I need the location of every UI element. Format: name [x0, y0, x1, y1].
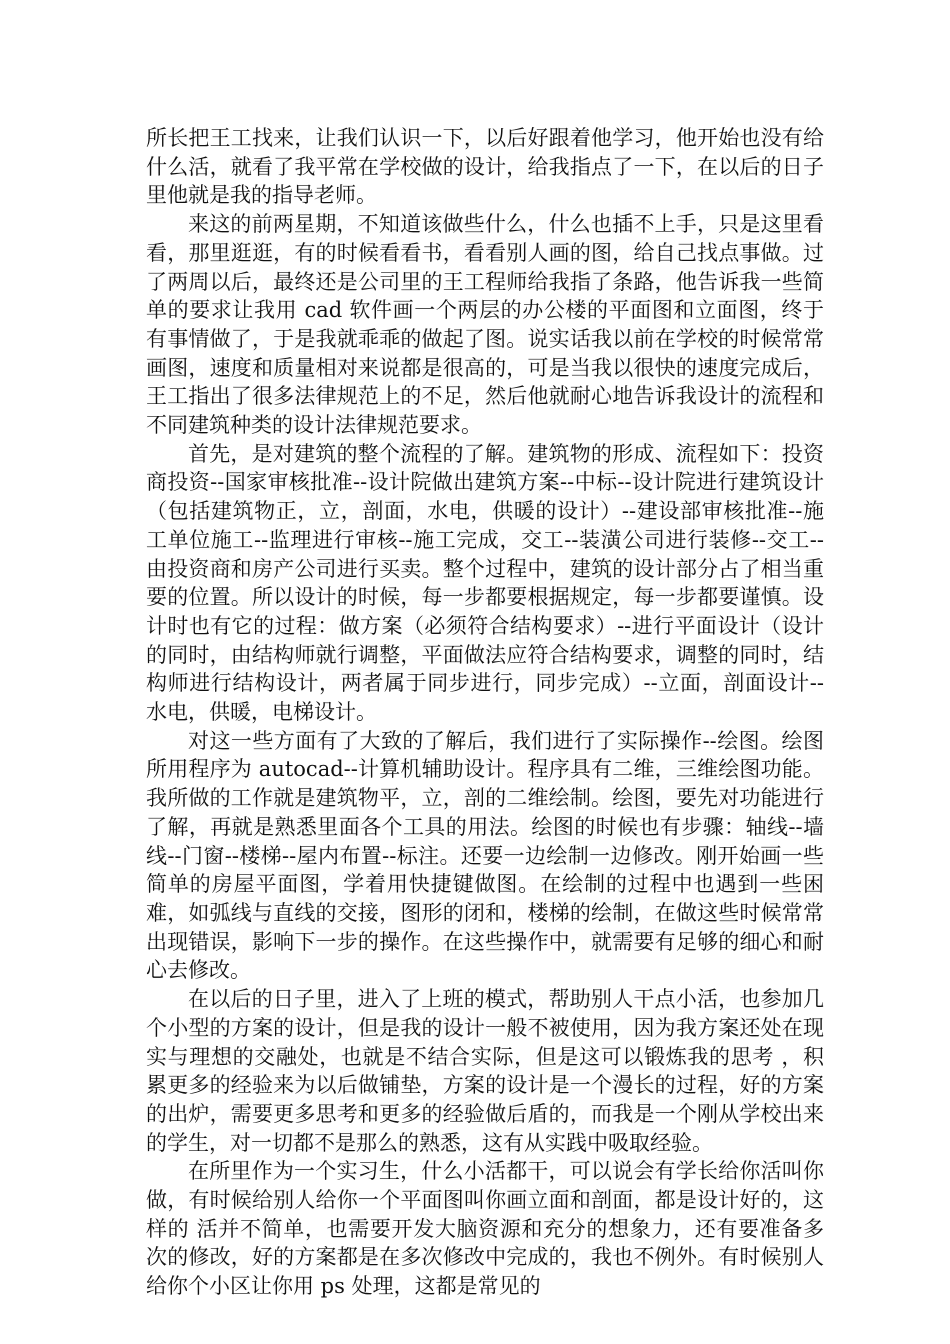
paragraph-5: 在以后的日子里，进入了上班的模式，帮助别人干点小活，也参加几个小型的方案的设计，但是我的设计一般不被使用，因为我方案还处在现实与理想的交融处，也就是不结合实际，但是这可以锻炼我的思考 ，积累更多的经验来为以后做铺垫，方案的设计是一个漫长的过程，好的方案的出炉，需要更多思考和更多的经验做后盾的，而我是一个刚从学校出来的学生，对一切都不是那么的熟悉，这有从实践中吸取经验。 [146, 987, 824, 1155]
paragraph-2: 来这的前两星期，不知道该做些什么，什么也插不上手，只是这里看看，那里逛逛，有的时候看看书，看看别人画的图，给自己找点事做。过了两周以后，最终还是公司里的王工程师给我指了条路，他告诉我一些简单的要求让我用 cad 软件画一个两层的办公楼的平面图和立面图，终于有事情做了，于是我就乖乖的做起了图。说实话我以前在学校的时候常常画图，速度和质量相对来说都是很高的，可是当我以很快的速度完成后，王工指出了很多法律规范上的不足，然后他就耐心地告诉我设计的流程和不同建筑种类的设计法律规范要求。 [146, 212, 824, 438]
paragraph-6: 在所里作为一个实习生，什么小活都干，可以说会有学长给你活叫你做，有时候给别人给你一个平面图叫你画立面和剖面，都是设计好的，这样的 活并不简单，也需要开发大脑资源和充分的想象力，还有要准备多次的修改，好的方案都是在多次修改中完成的，我也不例外。有时候别人给你个小区让你用 ps 处理，这都是常见的 [146, 1159, 824, 1299]
document-body [146, 124, 824, 1301]
paragraph-1: 所长把王工找来，让我们认识一下，以后好跟着他学习，他开始也没有给什么活，就看了我平常在学校做的设计，给我指点了一下，在以后的日子里他就是我的指导老师。 [146, 126, 824, 208]
paragraph-3: 首先，是对建筑的整个流程的了解。建筑物的形成、流程如下：投资商投资--国家审核批准--设计院做出建筑方案--中标--设计院进行建筑设计（包括建筑物正，立，剖面，水电，供暖的设计）--建设部审核批准--施工单位施工--监理进行审核--施工完成，交工--装潢公司进行装修--交工--由投资商和房产公司进行买卖。整个过程中，建筑的设计部分占了相当重要的位置。所以设计的时候，每一步都要根据规定，每一步都要谨慎。设计时也有它的过程：做方案（必须符合结构要求）--进行平面设计（设计的同时，由结构师就行调整，平面做法应符合结构要求，调整的同时，结构师进行结构设计，两者属于同步进行，同步完成）--立面，剖面设计--水电，供暖，电梯设计。 [146, 441, 824, 725]
paragraph-4: 对这一些方面有了大致的了解后，我们进行了实际操作--绘图。绘图所用程序为 autocad--计算机辅助设计。程序具有二维，三维绘图功能。我所做的工作就是建筑物平，立，剖的二维绘制。绘图，要先对功能进行了解，再就是熟悉里面各个工具的用法。绘图的时候也有步骤：轴线--墙线--门窗--楼梯--屋内布置--标注。还要一边绘制一边修改。刚开始画一些简单的房屋平面图，学着用快捷键做图。在绘制的过程中也遇到一些困难，如弧线与直线的交接，图形的闭和，楼梯的绘制，在做这些时候常常出现错误，影响下一步的操作。在这些操作中，就需要有足够的细心和耐心去修改。 [146, 728, 824, 983]
